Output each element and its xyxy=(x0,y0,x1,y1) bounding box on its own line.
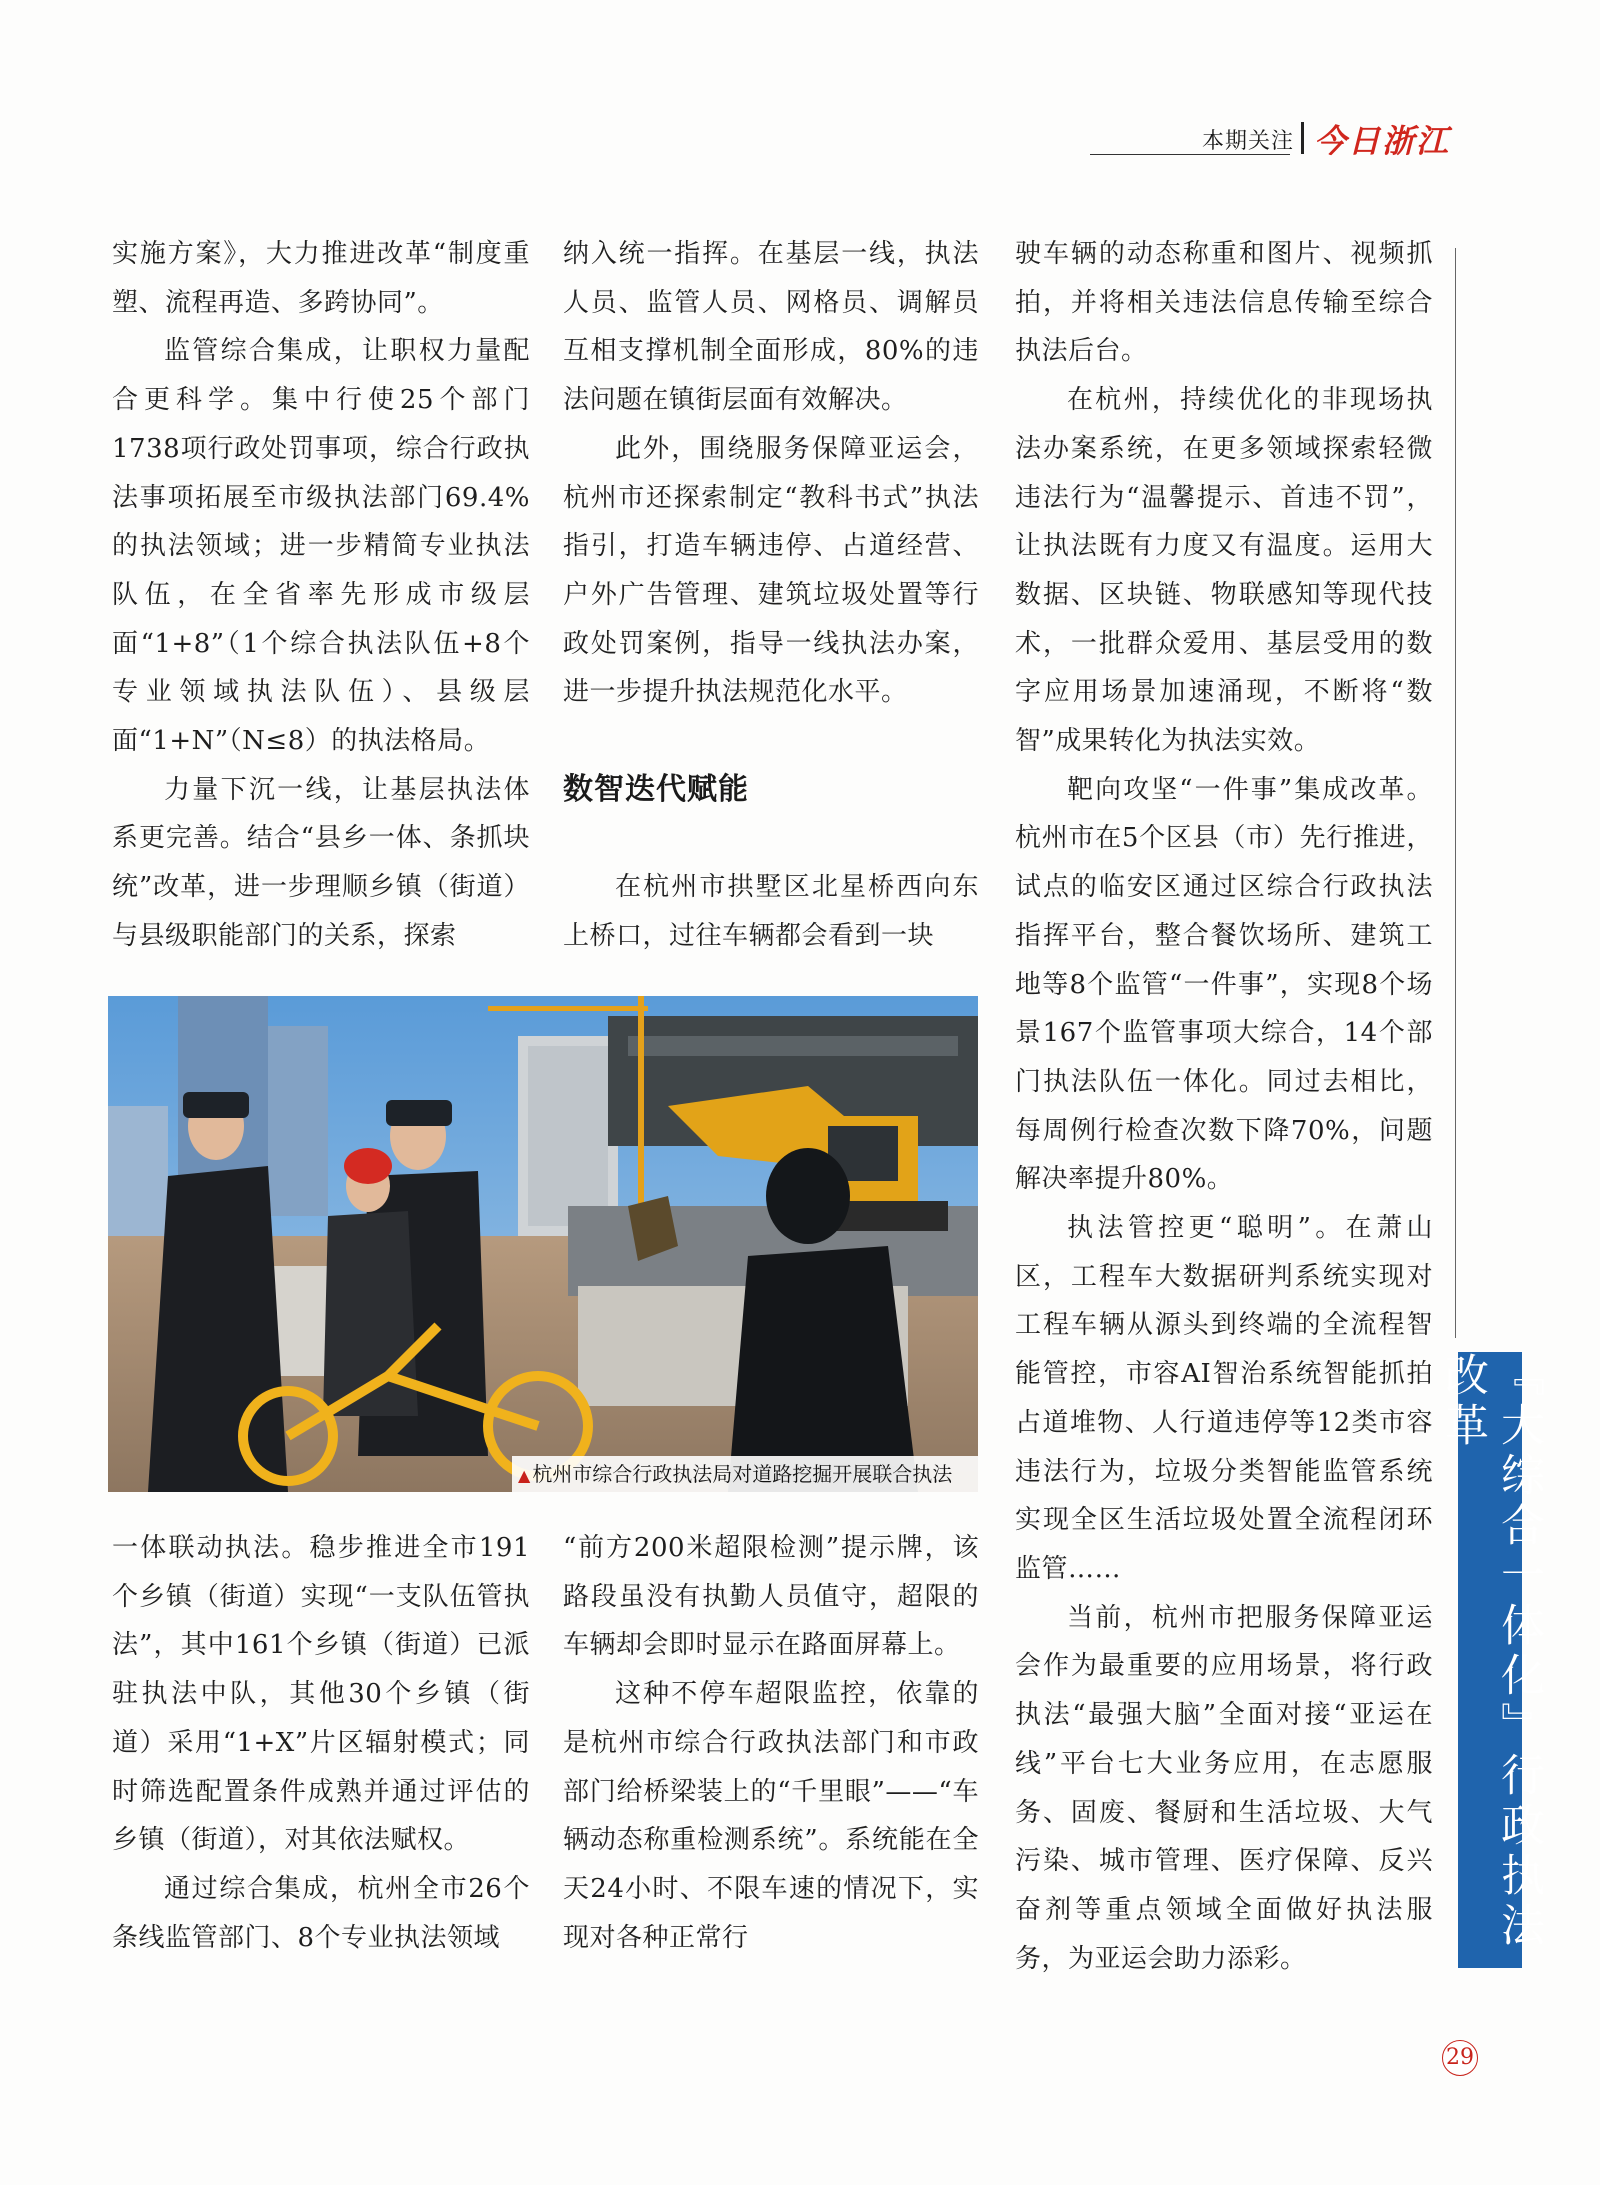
paragraph: 靶向攻坚“一件事”集成改革。杭州市在5个区县（市）先行推进，试点的临安区通过区综合行政执法指挥平台，整合餐饮场所、建筑工地等8个监管“一件事”，实现8个场景167个监管事项大综合，14个部门执法队伍一体化。同过去相比，每周例行检查次数下降70%，问题解决率提升80%。 xyxy=(1015,774,1433,1195)
series-side-tab xyxy=(1437,1352,1544,1968)
paragraph: 纳入统一指挥。在基层一线，执法人员、监管人员、网格员、调解员互相支撑机制全面形成，80%的违法问题在镇街层面有效解决。 xyxy=(563,239,979,416)
column-3 xyxy=(1015,230,1433,1983)
column-1-top xyxy=(112,230,530,961)
paragraph: “前方200米超限检测”提示牌，该路段虽没有执勤人员值守，超限的车辆却会即时显示在路面屏幕上。 xyxy=(563,1533,979,1661)
photo-caption xyxy=(512,1456,978,1492)
paragraph: 一体联动执法。稳步推进全市191个乡镇（街道）实现“一支队伍管执法”，其中161个乡镇（街道）已派驻执法中队，其他30个乡镇（街道）采用“1+X”片区辐射模式；同时筛选配置条件成熟并通过评估的乡镇（街道），对其依法赋权。 xyxy=(112,1533,530,1856)
paragraph: 此外，围绕服务保障亚运会，杭州市还探索制定“教科书式”执法指引，打造车辆违停、占道经营、户外广告管理、建筑垃圾处置等行政处罚案例，指导一线执法办案，进一步提升执法规范化水平。 xyxy=(563,433,979,708)
news-photo xyxy=(108,996,978,1492)
column-2-bottom xyxy=(563,1524,979,1962)
caption-triangle-icon: ▲ xyxy=(518,1466,531,1485)
column-2-top xyxy=(563,230,979,961)
paragraph: 通过综合集成，杭州全市26个条线监管部门、8个专业执法领域 xyxy=(112,1873,530,1953)
paragraph: 在杭州市拱墅区北星桥西向东上桥口，过往车辆都会看到一块 xyxy=(563,872,979,951)
paragraph: 执法管控更“聪明”。在萧山区，工程车大数据研判系统实现对工程车辆从源头到终端的全流程智能管控，市容AI智治系统智能抓拍占道堆物、人行道违停等12类市容违法行为，垃圾分类智能监管系统实现全区生活垃圾处置全流程闭环监管…… xyxy=(1015,1213,1433,1584)
paragraph: 力量下沉一线，让基层执法体系更完善。结合“县乡一体、条抓块统”改革，进一步理顺乡镇（街道）与县级职能部门的关系，探索 xyxy=(112,774,530,951)
column-1-bottom xyxy=(112,1524,530,1962)
magazine-logo: 今日浙江 xyxy=(1314,122,1451,160)
section-label: 本期关注 xyxy=(1202,129,1295,154)
column-rule xyxy=(1455,248,1456,1338)
section-subheading: 数智迭代赋能 xyxy=(563,771,749,807)
paragraph: 实施方案》，大力推进改革“制度重塑、流程再造、多跨协同”。 xyxy=(112,239,530,318)
paragraph: 在杭州，持续优化的非现场执法办案系统，在更多领域探索轻微违法行为“温馨提示、首违不罚”，让执法既有力度又有温度。运用大数据、区块链、物联感知等现代技术，一批群众爱用、基层受用的数字应用场景加速涌现，不断将“数智”成果转化为执法实效。 xyxy=(1015,385,1433,757)
paragraph: 监管综合集成，让职权力量配合更科学。集中行使25个部门1738项行政处罚事项，综合行政执法事项拓展至市级执法部门69.4%的执法领域；进一步精简专业执法队伍，在全省率先形成市级层面“1+8”（1个综合执法队伍+8个专业领域执法队伍）、县级层面“1+N”（N≤8）的执法格局。 xyxy=(112,336,530,757)
page-number: 29 xyxy=(1442,2040,1478,2076)
paragraph: 当前，杭州市把服务保障亚运会作为最重要的应用场景，将行政执法“最强大脑”全面对接“亚运在线”平台七大业务应用，在志愿服务、固废、餐厨和生活垃圾、大气污染、城市管理、医疗保障、反兴奋剂等重点领域全面做好执法服务，为亚运会助力添彩。 xyxy=(1015,1602,1433,1974)
header-divider xyxy=(1301,122,1304,154)
series-title: 『大综合一体化』行政执法改革 xyxy=(1437,1352,1544,1952)
caption-text: 杭州市综合行政执法局对道路挖掘开展联合执法 xyxy=(532,1462,953,1486)
paragraph: 这种不停车超限监控，依靠的是杭州市综合行政执法部门和市政部门给桥梁装上的“千里眼”——“车辆动态称重检测系统”。系统能在全天24小时、不限车速的情况下，实现对各种正常行 xyxy=(563,1679,979,1953)
paragraph: 驶车辆的动态称重和图片、视频抓拍，并将相关违法信息传输至综合执法后台。 xyxy=(1015,239,1433,367)
